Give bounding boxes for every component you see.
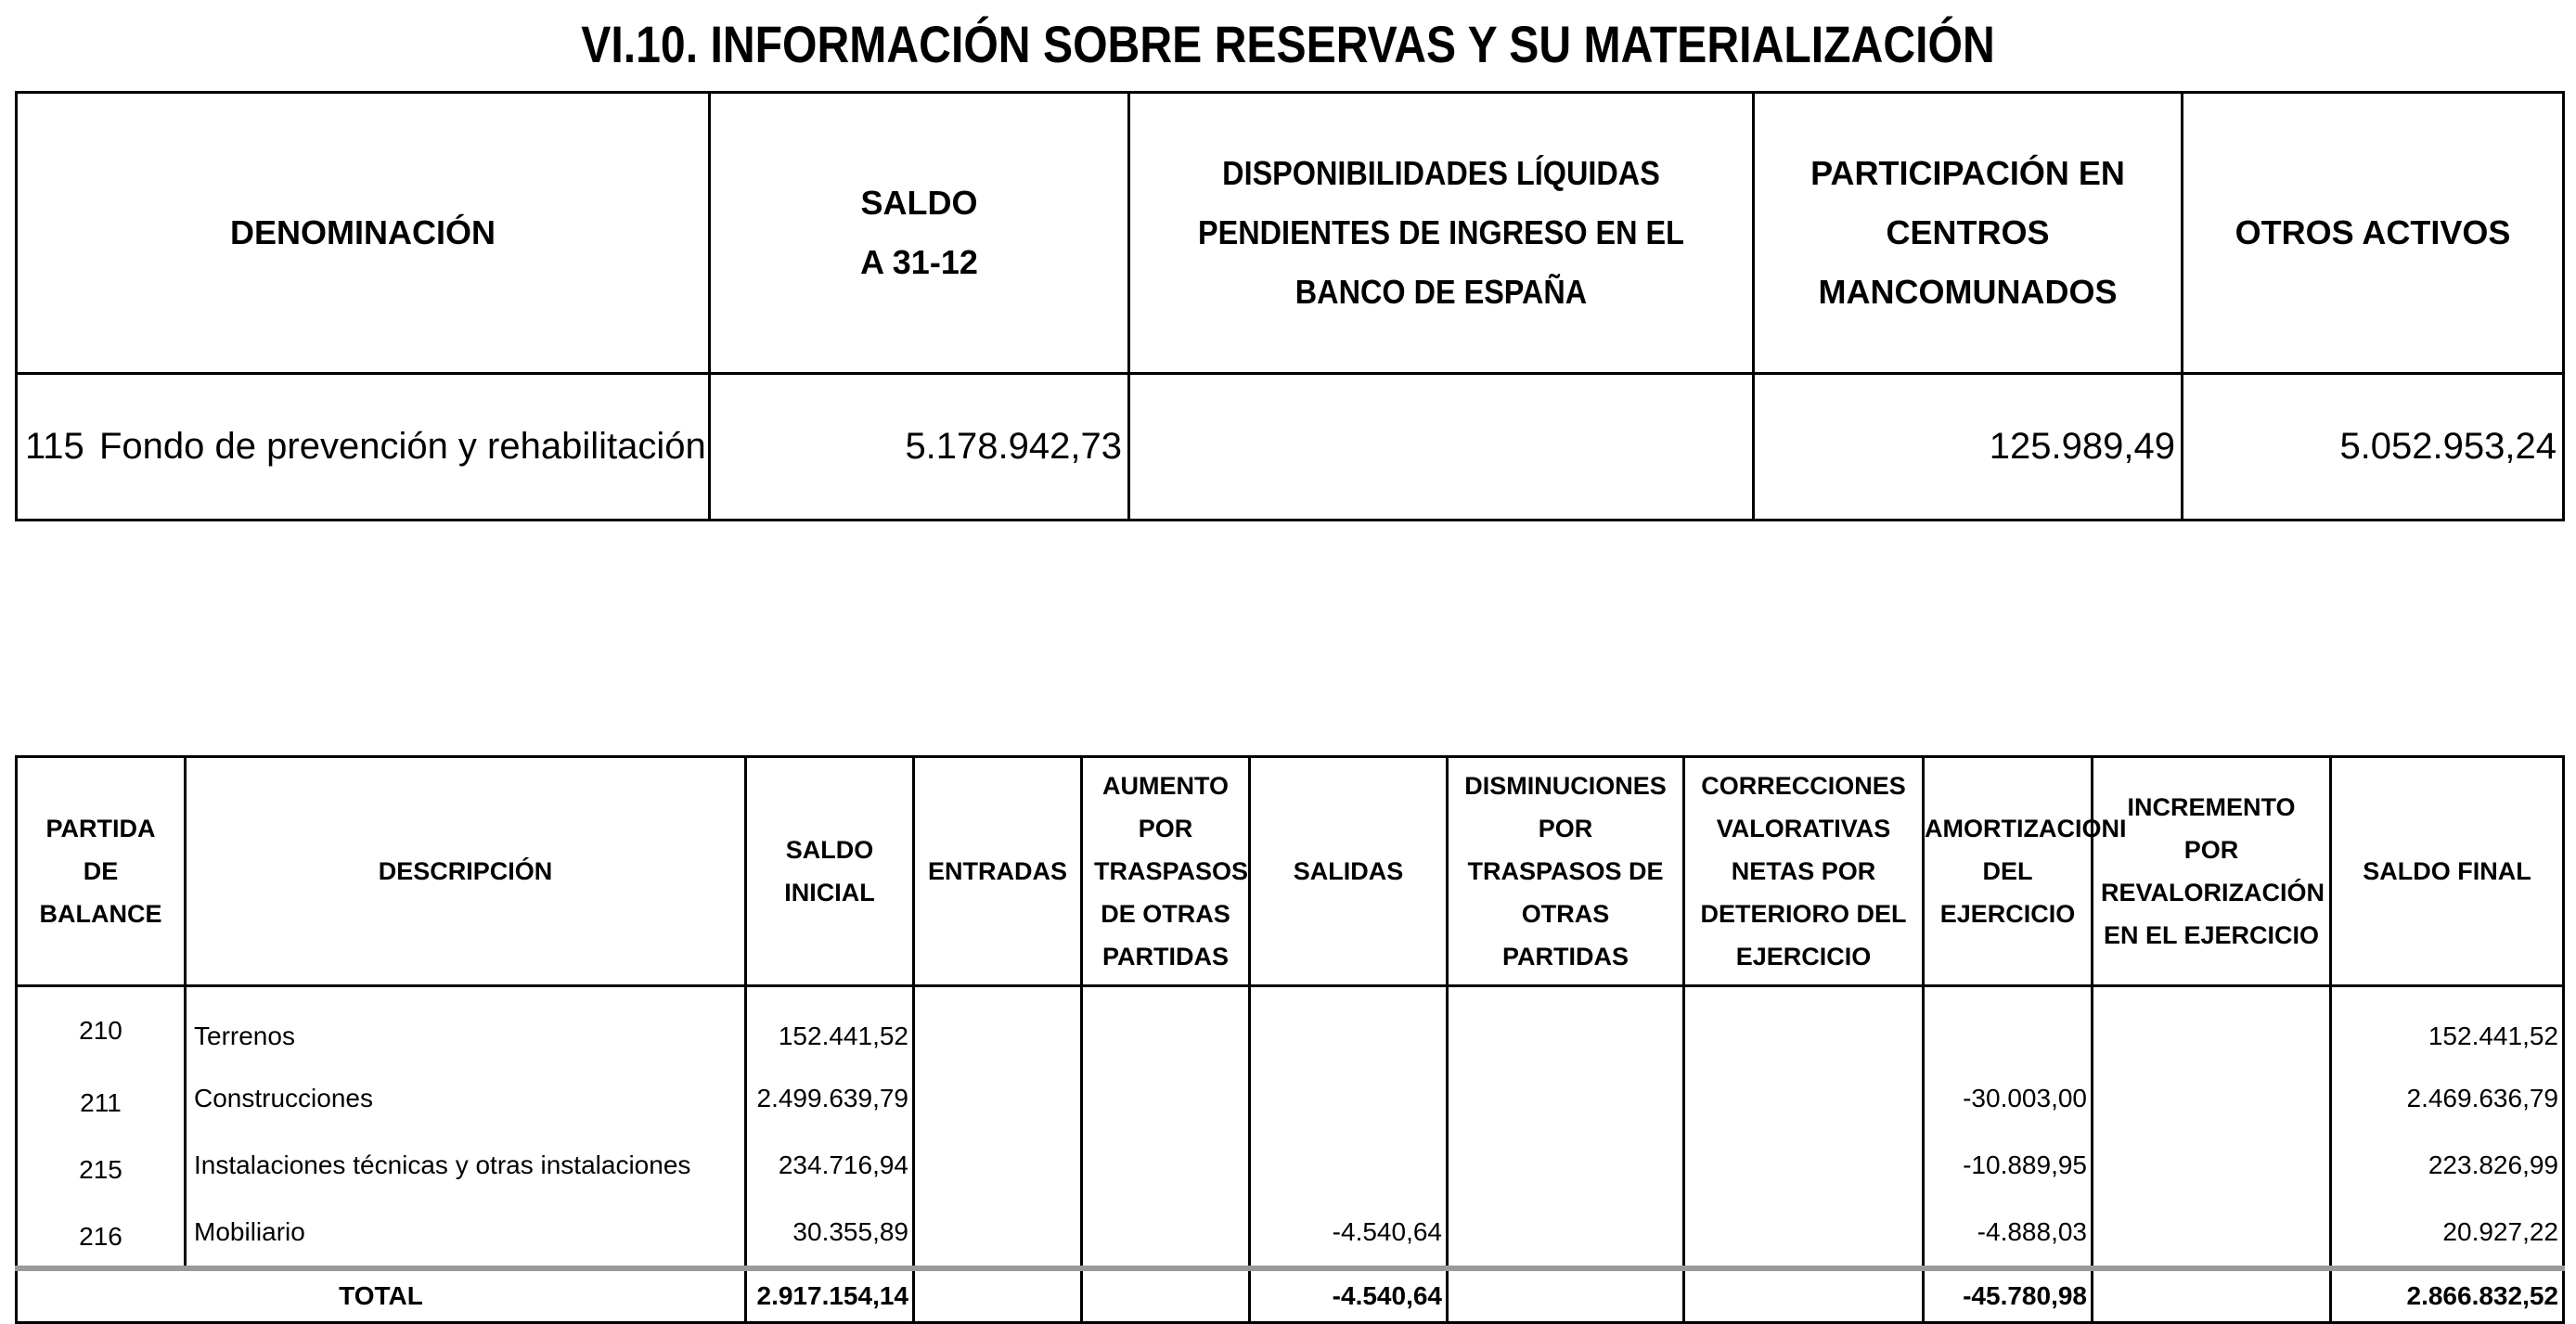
reserve-otros-activos: 5.052.953,24 — [2183, 374, 2564, 521]
total-salidas: -4.540,64 — [1250, 1268, 1448, 1323]
asset-entradas — [914, 1065, 1082, 1132]
asset-incremento — [2093, 986, 2331, 1066]
asset-saldo-final: 20.927,22 — [2331, 1199, 2564, 1268]
assets-header-row — [17, 757, 2564, 986]
asset-row — [17, 1132, 2564, 1199]
header-entradas: ENTRADAS — [914, 757, 1082, 986]
reserve-name: Fondo de prevención y rehabilitación — [99, 426, 706, 467]
asset-salidas — [1250, 986, 1448, 1066]
asset-aumento — [1082, 1199, 1250, 1268]
asset-correcciones — [1684, 1199, 1924, 1268]
asset-row — [17, 1199, 2564, 1268]
asset-row — [17, 1065, 2564, 1132]
header-saldo — [710, 93, 1129, 374]
asset-incremento — [2093, 1065, 2331, 1132]
asset-code: 216 — [17, 1199, 186, 1268]
asset-salidas — [1250, 1065, 1448, 1132]
asset-disminuciones — [1448, 1065, 1684, 1132]
asset-saldo-inicial: 234.716,94 — [746, 1132, 914, 1199]
total-saldo-inicial: 2.917.154,14 — [746, 1268, 914, 1323]
asset-row — [17, 986, 2564, 1066]
header-amortizacion-line2: DEL EJERCICIO — [1939, 857, 2076, 928]
asset-correcciones — [1684, 1065, 1924, 1132]
total-amortizacion: -45.780,98 — [1924, 1268, 2093, 1323]
header-salidas: SALIDAS — [1250, 757, 1448, 986]
header-amortizacion-line1: AMORTIZACIONI — [1925, 815, 2127, 842]
asset-correcciones — [1684, 1132, 1924, 1199]
asset-disminuciones — [1448, 1132, 1684, 1199]
asset-correcciones — [1684, 986, 1924, 1066]
total-aumento — [1082, 1268, 1250, 1323]
asset-aumento — [1082, 1065, 1250, 1132]
asset-desc: Instalaciones técnicas y otras instalaciones — [186, 1132, 746, 1199]
reserve-disponibilidades — [1129, 374, 1754, 521]
total-disminuciones — [1448, 1268, 1684, 1323]
asset-code: 210 — [17, 986, 186, 1066]
asset-amortizacion: -30.003,00 — [1924, 1065, 2093, 1132]
asset-aumento — [1082, 986, 1250, 1066]
asset-saldo-inicial: 2.499.639,79 — [746, 1065, 914, 1132]
asset-incremento — [2093, 1199, 2331, 1268]
header-saldo-line1: SALDO — [860, 184, 978, 222]
reserves-table — [15, 91, 2565, 521]
reserve-code: 115 — [25, 426, 84, 467]
reserves-row — [17, 374, 2564, 521]
asset-disminuciones — [1448, 986, 1684, 1066]
header-otros-activos: OTROS ACTIVOS — [2183, 93, 2564, 374]
total-incremento — [2093, 1268, 2331, 1323]
asset-code: 211 — [17, 1065, 186, 1132]
asset-disminuciones — [1448, 1199, 1684, 1268]
asset-salidas — [1250, 1132, 1448, 1199]
reserve-denominacion-cell — [17, 374, 710, 521]
asset-saldo-inicial: 152.441,52 — [746, 986, 914, 1066]
header-descripcion: DESCRIPCIÓN — [186, 757, 746, 986]
total-row — [17, 1268, 2564, 1323]
header-saldo-final: SALDO FINAL — [2331, 757, 2564, 986]
header-denominacion: DENOMINACIÓN — [17, 93, 710, 374]
header-participacion: PARTICIPACIÓN EN CENTROS MANCOMUNADOS — [1754, 93, 2183, 374]
asset-saldo-inicial: 30.355,89 — [746, 1199, 914, 1268]
header-partida: PARTIDA DE BALANCE — [17, 757, 186, 986]
header-saldo-inicial: SALDO INICIAL — [746, 757, 914, 986]
asset-amortizacion — [1924, 986, 2093, 1066]
asset-entradas — [914, 1199, 1082, 1268]
reserve-participacion: 125.989,49 — [1754, 374, 2183, 521]
asset-code: 215 — [17, 1132, 186, 1199]
asset-incremento — [2093, 1132, 2331, 1199]
total-entradas — [914, 1268, 1082, 1323]
asset-salidas: -4.540,64 — [1250, 1199, 1448, 1268]
assets-table — [15, 755, 2565, 1324]
asset-desc: Mobiliario — [186, 1199, 746, 1268]
total-correcciones — [1684, 1268, 1924, 1323]
header-aumento: AUMENTO POR TRASPASOS DE OTRAS PARTIDAS — [1082, 757, 1250, 986]
asset-amortizacion: -10.889,95 — [1924, 1132, 2093, 1199]
header-amortizacion — [1924, 757, 2127, 986]
asset-saldo-final: 2.469.636,79 — [2331, 1065, 2564, 1132]
header-disponibilidades: DISPONIBILIDADES LÍQUIDAS PENDIENTES DE INGRESO EN EL BANCO DE ESPAÑA — [1129, 93, 1754, 374]
reserve-saldo: 5.178.942,73 — [710, 374, 1129, 521]
total-label: TOTAL — [17, 1268, 746, 1323]
asset-desc: Construcciones — [186, 1065, 746, 1132]
asset-saldo-final: 223.826,99 — [2331, 1132, 2564, 1199]
asset-entradas — [914, 1132, 1082, 1199]
asset-desc: Terrenos — [186, 986, 746, 1066]
header-incremento: INCREMENTO POR REVALORIZACIÓN EN EL EJERCICIO — [2093, 757, 2331, 986]
reserves-header-row — [17, 93, 2564, 374]
asset-amortizacion: -4.888,03 — [1924, 1199, 2093, 1268]
total-saldo-final: 2.866.832,52 — [2331, 1268, 2564, 1323]
asset-saldo-final: 152.441,52 — [2331, 986, 2564, 1066]
page-title: VI.10. INFORMACIÓN SOBRE RESERVAS Y SU MATERIALIZACIÓN — [581, 15, 1995, 73]
header-correcciones: CORRECCIONES VALORATIVAS NETAS POR DETERIORO DEL EJERCICIO — [1684, 757, 1924, 986]
header-disminuciones: DISMINUCIONES POR TRASPASOS DE OTRAS PARTIDAS — [1448, 757, 1684, 986]
asset-aumento — [1082, 1132, 1250, 1199]
header-saldo-line2: A 31-12 — [860, 243, 978, 281]
asset-entradas — [914, 986, 1082, 1066]
